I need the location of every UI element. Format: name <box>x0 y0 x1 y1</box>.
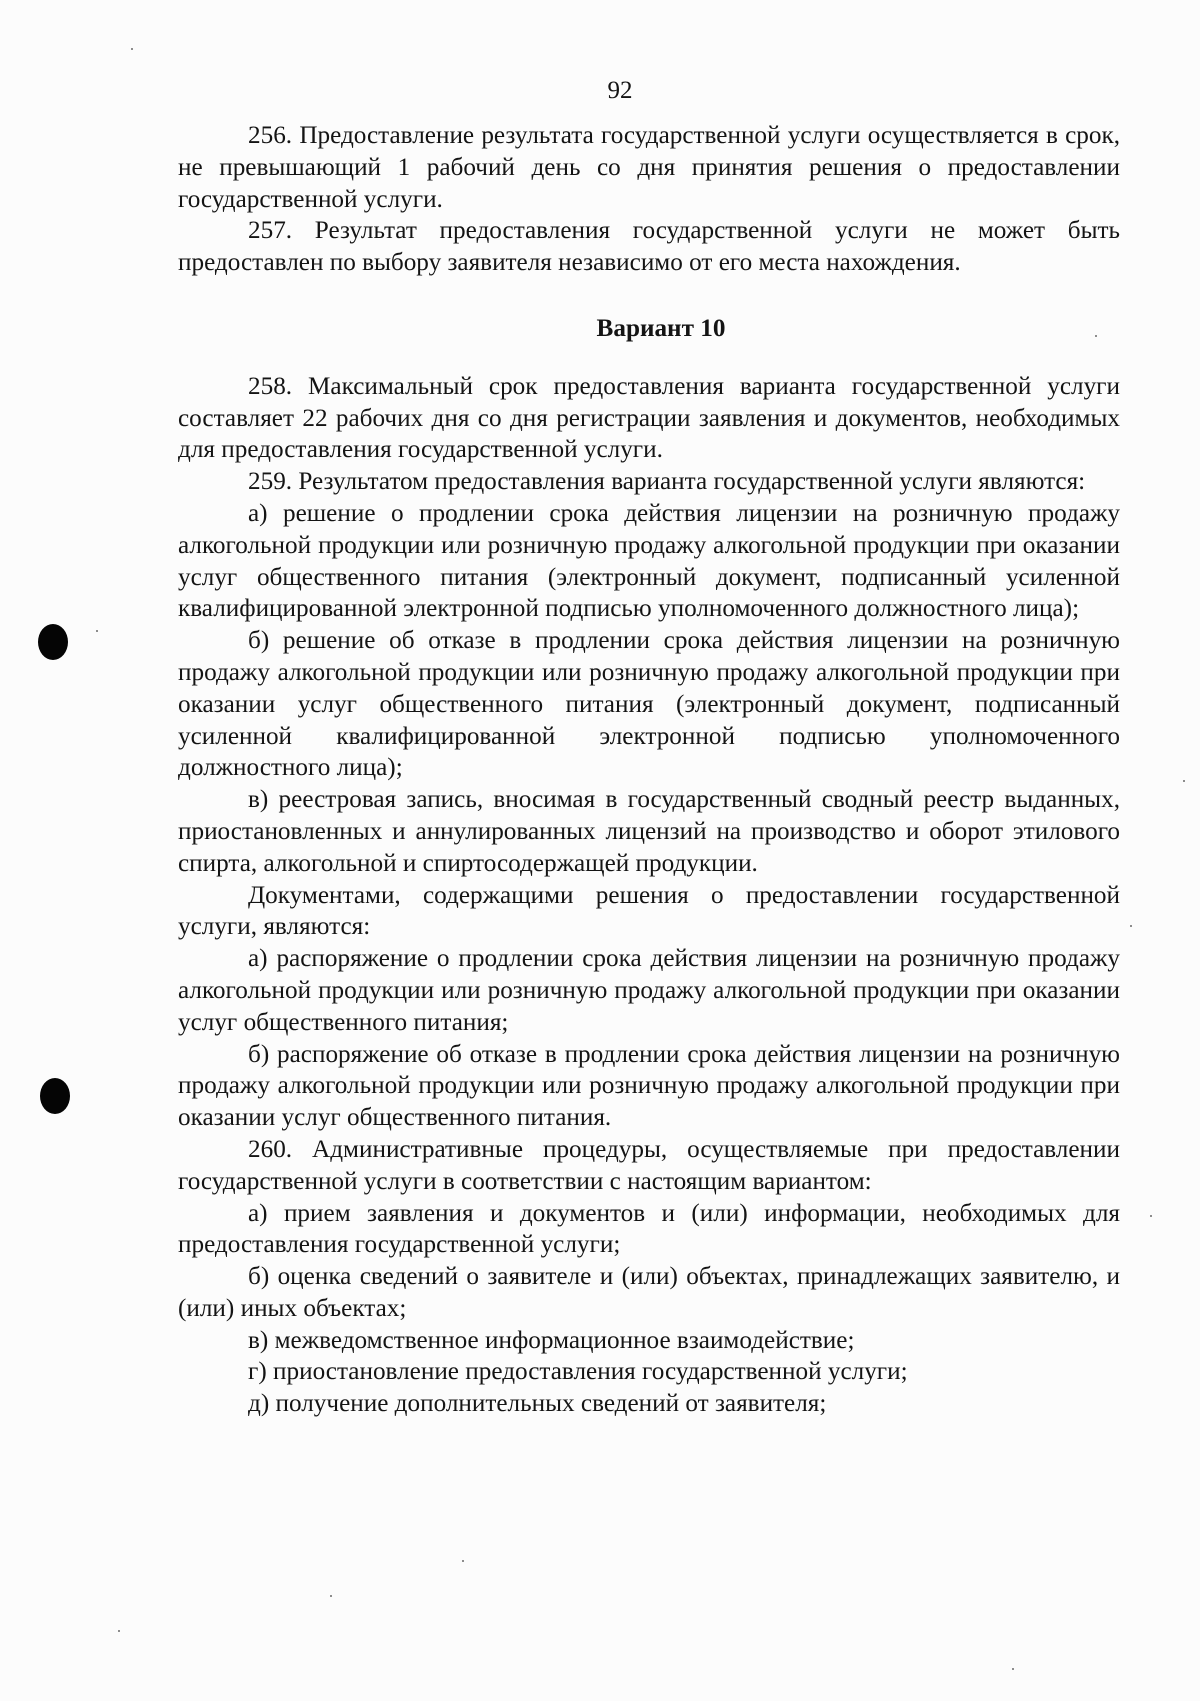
scan-speck <box>1183 780 1185 782</box>
paragraph-257: 257. Результат предоставления государственной услуги не может быть предоставлен по выбору заявителя независимо от его места нахождения. <box>178 217 1120 277</box>
list-item-260-d: д) получение дополнительных сведений от заявителя; <box>248 1390 827 1418</box>
scan-speck <box>118 1630 120 1632</box>
spacer <box>178 279 1120 313</box>
scan-speck <box>1095 335 1097 337</box>
punch-hole-lower <box>40 1078 70 1114</box>
punch-hole-upper <box>38 624 68 660</box>
paragraph-256: 256. Предоставление результата государственной услуги осуществляется в срок, не превышающий 1 рабочий день со дня принятия решения о предоставлении государственной услуги. <box>178 122 1120 213</box>
section-heading: Вариант 10 <box>596 314 726 342</box>
list-item-260-g: г) приостановление предоставления государственной услуги; <box>248 1358 908 1386</box>
list-item-259-v: в) реестровая запись, вносимая в государственный сводный реестр выданных, приостановленных и аннулированных лицензий на производство и оборот этилового спирта, алкогольной и спиртосодержащей продукции. <box>178 786 1120 877</box>
scan-speck <box>1012 1668 1014 1670</box>
scan-speck <box>1130 925 1132 927</box>
list-item-documents-b: б) распоряжение об отказе в продлении срока действия лицензии на розничную продажу алкогольной продукции или розничную продажу алкогольной продукции при оказании услуг общественного питания. <box>178 1040 1120 1132</box>
scan-speck <box>96 630 98 632</box>
list-item-260-b: б) оценка сведений о заявителе и (или) объектах, принадлежащих заявителю, и (или) иных объектах; <box>178 1263 1120 1322</box>
paragraph-260: 260. Административные процедуры, осуществляемые при предоставлении государственной услуги в соответствии с настоящим вариантом: <box>178 1135 1120 1195</box>
paragraph-documents: Документами, содержащими решения о предоставлении государственной услуги, являются: <box>178 881 1120 941</box>
paragraph-258: 258. Максимальный срок предоставления варианта государственной услуги составляет 22 рабочих дня со дня регистрации заявления и документов, необходимых для предоставления государственной услуги. <box>178 372 1120 464</box>
scan-speck <box>131 48 133 50</box>
list-item-259-b: б) решение об отказе в продлении срока действия лицензии на розничную продажу алкогольной продукции или розничную продажу алкогольной продукции при оказании услуг общественного питания (электронный документ, подписанный усиленной квалифицированной электронной подписью уполномоченного должностного лица); <box>178 627 1120 782</box>
spacer <box>178 345 1120 371</box>
scan-speck <box>1150 1215 1152 1217</box>
paragraph-259: 259. Результатом предоставления варианта государственной услуги являются: <box>248 468 1086 496</box>
list-item-260-a: а) прием заявления и документов и (или) информации, необходимых для предоставления государственной услуги; <box>178 1199 1120 1259</box>
scan-speck <box>462 1560 464 1562</box>
list-item-documents-a: а) распоряжение о продлении срока действия лицензии на розничную продажу алкогольной продукции или розничную продажу алкогольной продукции при оказании услуг общественного питания; <box>178 945 1120 1036</box>
document-body <box>178 120 1120 1420</box>
scan-speck <box>330 1595 332 1597</box>
list-item-260-v: в) межведомственное информационное взаимодействие; <box>248 1326 855 1354</box>
list-item-259-a: а) решение о продлении срока действия лицензии на розничную продажу алкогольной продукции или розничную продажу алкогольной продукции при оказании услуг общественного питания (электронный документ, подписанный усиленной квалифицированной электронной подписью уполномоченного должностного лица); <box>178 499 1120 623</box>
page-number: 92 <box>607 77 633 104</box>
